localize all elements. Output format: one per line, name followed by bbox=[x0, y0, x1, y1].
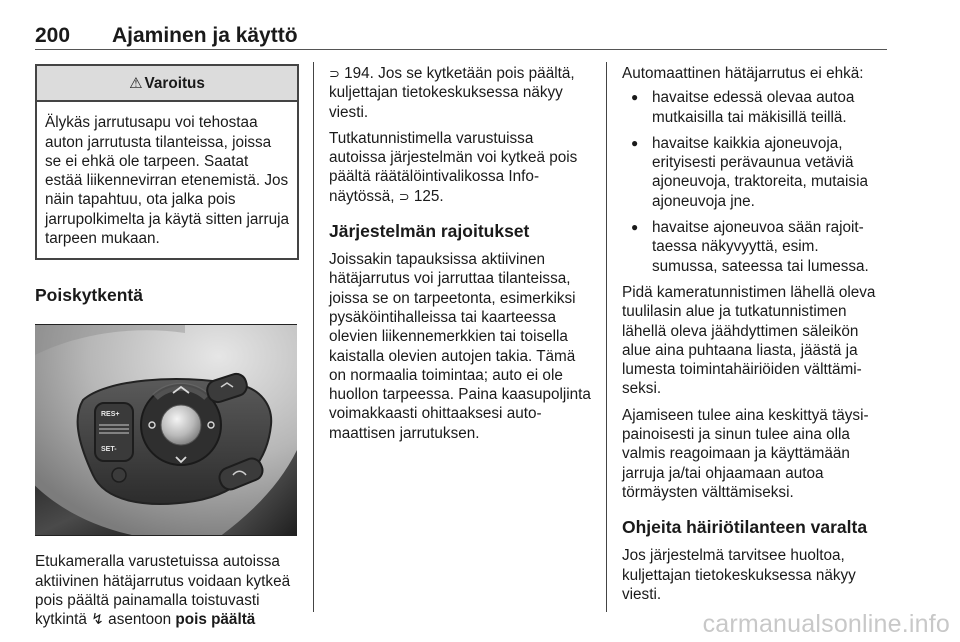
paragraph-deactivation: Etukameralla varustetuissa autoissa aktiivinen hätäjarrutus voidaan kytkeä pois päältä painamalla toistuvasti kytkintä ↯ asentoon pois päältä bbox=[35, 553, 291, 629]
paragraph-keep-clean: Pidä kameratunnistimen lähellä oleva tuulilasin alue ja tutkatunnistimen lähellä oleva jäähdyttimen säleikön alue aina puhtaana liasta, jäästä ja lumesta toimintahäiriöiden välttämiseksi. bbox=[622, 283, 876, 398]
column-divider bbox=[606, 62, 607, 612]
paragraph-attention: Ajamiseen tulee aina keskittyä täysipainoisesti ja sinun tulee aina olla valmis reagoimaan ja käyttämään jarruja ja/tai ohjaamaan autoa törmäysten välttämiseksi. bbox=[622, 406, 869, 501]
page-number: 200 bbox=[35, 24, 71, 47]
list-item: ● havaitse edessä olevaa autoa mutkaisilla tai mäkisillä teillä. bbox=[622, 88, 888, 127]
page-reference-icon: ⊃ bbox=[329, 66, 340, 81]
paragraph-ref-message: ⊃ 194. Jos se kytketään pois päältä, kuljettajan tietokeskuksessa näkyy viesti. bbox=[329, 65, 575, 121]
heading-fault-instructions: Ohjeita häiriötilanteen varalta bbox=[622, 517, 868, 538]
list-item: ● havaitse ajoneuvoa sään rajoittaessa näkyvyyttä, esim. sumussa, sateessa tai lumessa. bbox=[622, 218, 888, 276]
paragraph-intro: Automaattinen hätäjarrutus ei ehkä: bbox=[622, 65, 864, 82]
column-divider bbox=[313, 62, 314, 612]
paragraph-limitations: Joissakin tapauksissa aktiivinen hätäjarrutus voi jarruttaa tilanteissa, joissa se on tarpeetonta, esimerkiksi pysäköintihalleissa tai kaarteessa olevien liikennemerkkien tai toisella kaistalla olevien autojen takia. Tämä on normaalia toimintaa; auto ei ole huollon tarpeessa. Paina kaasupoljinta voimakkaasti ohittaaksesi automaattisen jarrutuksen. bbox=[329, 251, 591, 442]
steering-wheel-controls-photo bbox=[35, 324, 297, 536]
header-rule bbox=[35, 49, 887, 50]
warning-triangle-icon: ⚠ bbox=[129, 75, 143, 92]
warning-box bbox=[35, 64, 299, 260]
paragraph-radar-settings: Tutkatunnistimella varustuissa autoissa järjestelmän voi kytkeä pois päältä räätälöintivalikossa Infonäytössä, ⊃ 125. bbox=[329, 129, 578, 205]
paragraph-fault: Jos järjestelmä tarvitsee huoltoa, kuljettajan tietokeskuksessa näkyy viesti. bbox=[622, 547, 856, 603]
chapter-title: Ajaminen ja käyttö bbox=[112, 24, 298, 47]
warning-text: Älykäs jarrutusapu voi tehostaa auton jarrutusta tilanteissa, joissa se ei ehkä ole tarpeen. Saatat estää liikennevirran etenemistä. Jos näin tapahtuu, ota jalka pois jarrupolkimelta ja käytä sitten jarruja tarpeen mukaan. bbox=[45, 114, 290, 248]
list-item: ● havaitse kaikkia ajoneuvoja, erityisesti perävaunua vetäviä ajoneuvoja, traktoreita, mutaisia ajoneuvoja jne. bbox=[622, 134, 888, 211]
off-setting-label: pois päältä bbox=[175, 611, 256, 629]
column-left bbox=[35, 64, 299, 637]
limitations-list bbox=[622, 88, 888, 276]
res-plus-label: RES+ bbox=[101, 411, 120, 419]
page-reference-icon: ⊃ bbox=[398, 188, 410, 204]
watermark: carmanualsonline.info bbox=[702, 610, 950, 638]
heading-poiskytkenta: Poiskytkentä bbox=[35, 285, 143, 306]
set-minus-label: SET- bbox=[101, 446, 117, 454]
warning-title: Varoitus bbox=[144, 75, 205, 92]
column-right bbox=[622, 64, 888, 611]
heading-limitations: Järjestelmän rajoitukset bbox=[329, 221, 530, 242]
column-middle bbox=[329, 64, 591, 450]
warning-header bbox=[37, 66, 297, 102]
switch-icon: ↯ bbox=[91, 611, 104, 629]
